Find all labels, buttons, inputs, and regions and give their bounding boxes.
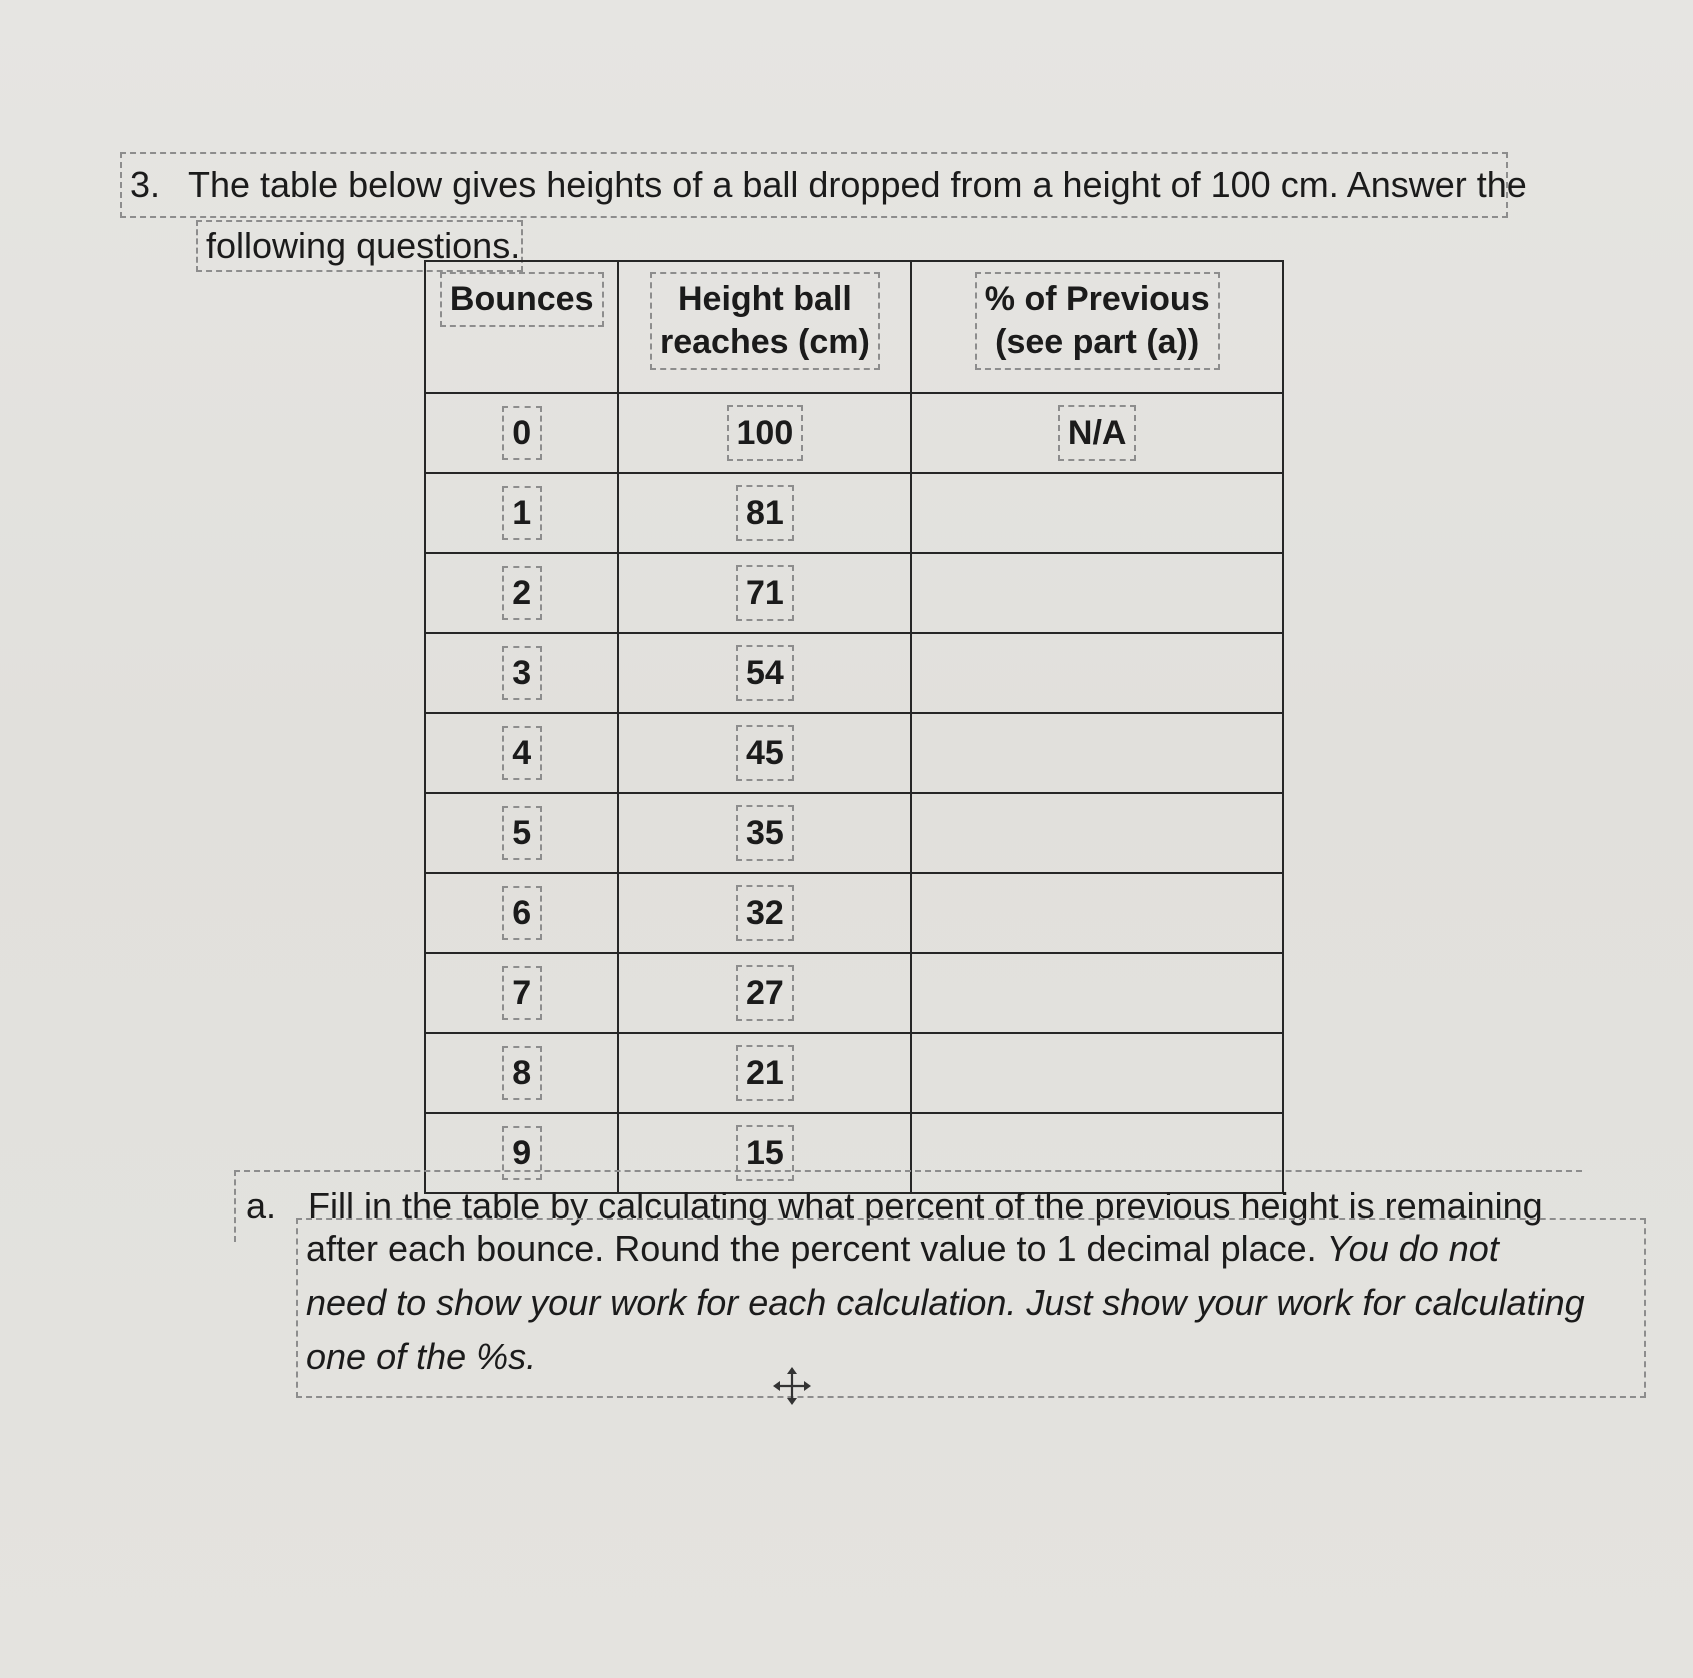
height-value[interactable]: 27 bbox=[736, 965, 794, 1021]
height-value[interactable]: 81 bbox=[736, 485, 794, 541]
header-bounces bbox=[425, 261, 618, 393]
percent-cell[interactable] bbox=[911, 1033, 1283, 1113]
bounce-cell bbox=[425, 393, 618, 473]
height-cell bbox=[618, 953, 911, 1033]
part-a-line1: Fill in the table by calculating what percent of the previous height is remaining bbox=[308, 1185, 1543, 1226]
percent-cell[interactable] bbox=[911, 713, 1283, 793]
header-percent-line1: % of Previous bbox=[984, 280, 1210, 318]
height-value[interactable]: 35 bbox=[736, 805, 794, 861]
question-number: 3. bbox=[130, 164, 161, 205]
height-value[interactable]: 21 bbox=[736, 1045, 794, 1101]
height-cell bbox=[618, 793, 911, 873]
header-bounces-label[interactable]: Bounces bbox=[440, 272, 604, 327]
height-value[interactable]: 54 bbox=[736, 645, 794, 701]
part-a-line2-italic: You do not bbox=[1326, 1228, 1499, 1269]
header-percent-line2: (see part (a)) bbox=[995, 323, 1200, 361]
bounce-value[interactable]: 1 bbox=[502, 486, 542, 540]
header-percent-label[interactable] bbox=[975, 272, 1220, 370]
part-a-line2-regular: after each bounce. Round the percent value to 1 decimal place. bbox=[306, 1228, 1327, 1269]
bounce-value[interactable]: 6 bbox=[502, 886, 542, 940]
bounce-value[interactable]: 2 bbox=[502, 566, 542, 620]
table-row bbox=[425, 633, 1283, 713]
header-height-line1: Height ball bbox=[677, 280, 852, 318]
bounce-cell bbox=[425, 553, 618, 633]
height-cell bbox=[618, 553, 911, 633]
height-cell bbox=[618, 713, 911, 793]
percent-value[interactable]: N/A bbox=[1058, 405, 1137, 461]
header-height-line2: reaches (cm) bbox=[660, 323, 870, 361]
bounce-cell bbox=[425, 713, 618, 793]
table-row bbox=[425, 1033, 1283, 1113]
percent-cell[interactable] bbox=[911, 953, 1283, 1033]
bounce-cell bbox=[425, 473, 618, 553]
percent-cell[interactable] bbox=[911, 393, 1283, 473]
bounce-value[interactable]: 9 bbox=[502, 1126, 542, 1180]
part-a-letter: a. bbox=[246, 1185, 277, 1226]
height-cell bbox=[618, 633, 911, 713]
bounce-cell bbox=[425, 953, 618, 1033]
height-cell bbox=[618, 873, 911, 953]
height-value[interactable]: 71 bbox=[736, 565, 794, 621]
move-icon[interactable] bbox=[772, 1366, 812, 1406]
table-row bbox=[425, 953, 1283, 1033]
bounce-value[interactable]: 0 bbox=[502, 406, 542, 460]
header-height-label[interactable] bbox=[650, 272, 880, 370]
bounce-value[interactable]: 4 bbox=[502, 726, 542, 780]
bounce-cell bbox=[425, 793, 618, 873]
bounce-height-table bbox=[424, 260, 1284, 1194]
percent-cell[interactable] bbox=[911, 553, 1283, 633]
percent-cell[interactable] bbox=[911, 473, 1283, 553]
table-row bbox=[425, 473, 1283, 553]
question-text-line2: following questions. bbox=[206, 225, 521, 266]
percent-cell[interactable] bbox=[911, 873, 1283, 953]
height-value[interactable]: 15 bbox=[736, 1125, 794, 1181]
bounce-cell bbox=[425, 1033, 618, 1113]
height-cell bbox=[618, 393, 911, 473]
part-a-line3-italic: need to show your work for each calculation. Just show your work for calculating bbox=[306, 1282, 1585, 1323]
part-a-line4-italic: one of the %s. bbox=[306, 1336, 537, 1377]
table-row bbox=[425, 553, 1283, 633]
bounce-value[interactable]: 3 bbox=[502, 646, 542, 700]
part-a-text-box[interactable] bbox=[296, 1218, 1646, 1398]
percent-cell[interactable] bbox=[911, 633, 1283, 713]
header-height bbox=[618, 261, 911, 393]
bounce-value[interactable]: 8 bbox=[502, 1046, 542, 1100]
question-text-line1: The table below gives heights of a ball dropped from a height of 100 cm. Answer the bbox=[188, 164, 1527, 205]
question-text-box[interactable] bbox=[120, 152, 1527, 218]
table-row bbox=[425, 393, 1283, 473]
table-row bbox=[425, 713, 1283, 793]
height-value[interactable]: 100 bbox=[727, 405, 804, 461]
bounce-cell bbox=[425, 873, 618, 953]
height-cell bbox=[618, 1033, 911, 1113]
height-cell bbox=[618, 473, 911, 553]
bounce-value[interactable]: 5 bbox=[502, 806, 542, 860]
table-header-row bbox=[425, 261, 1283, 393]
table-row bbox=[425, 793, 1283, 873]
percent-cell[interactable] bbox=[911, 793, 1283, 873]
height-value[interactable]: 32 bbox=[736, 885, 794, 941]
header-percent bbox=[911, 261, 1283, 393]
bounce-cell bbox=[425, 633, 618, 713]
bounce-value[interactable]: 7 bbox=[502, 966, 542, 1020]
height-value[interactable]: 45 bbox=[736, 725, 794, 781]
table-row bbox=[425, 873, 1283, 953]
